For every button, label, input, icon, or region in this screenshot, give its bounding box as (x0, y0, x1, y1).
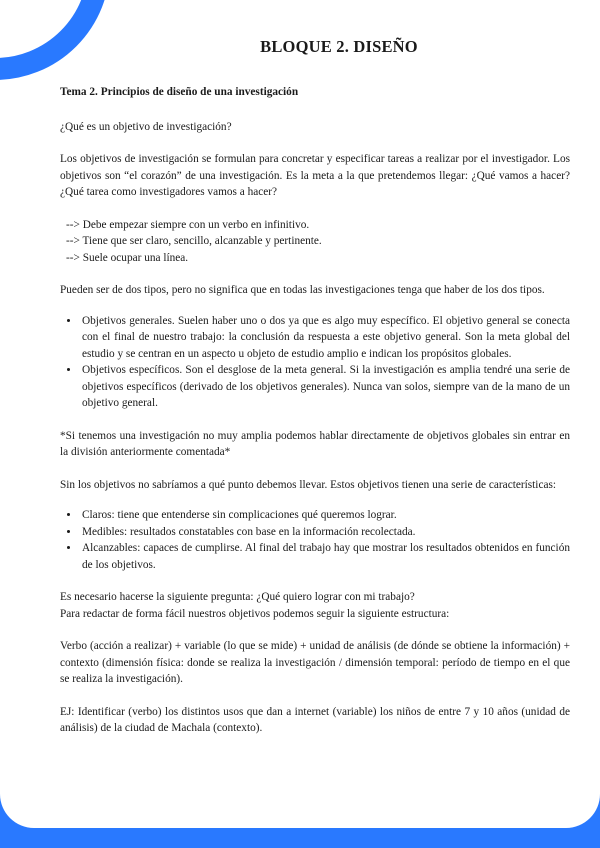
list-item-clear: • Claros: tiene que entenderse sin complicaciones qué queremos lograr. (80, 507, 570, 524)
characteristics-list (60, 507, 570, 573)
list-item-achievable: • Alcanzables: capaces de cumplirse. Al final del trabajo hay que mostrar los resultados obtenidos en función de los objetivos. (80, 540, 570, 573)
rules-list (66, 217, 570, 267)
document-body (60, 84, 570, 737)
types-intro-paragraph: Pueden ser de dos tipos, pero no significa que en todas las investigaciones tenga que haber de los dos tipos. (60, 284, 545, 296)
intro-paragraph: Los objetivos de investigación se formulan para concretar y especificar tareas a realizar por el investigador. Los objetivos son “el corazón” de una investigación. Es la meta a la que pretendemos llegar: ¿Qué vamos a hacer? ¿Qué tarea como investigadores vamos a hacer? (60, 153, 570, 198)
question-heading: ¿Qué es un objetivo de investigación? (60, 120, 232, 133)
page-title: BLOQUE 2. DISEÑO (260, 37, 418, 56)
rule-item: --> Suele ocupar una línea. (66, 251, 189, 264)
formula-paragraph: Verbo (acción a realizar) + variable (lo que se mide) + unidad de análisis (de dónde se obtiene la información) + contexto (dimensión física: donde se realiza la investigación / dimensión temporal: período de tiempo en el que se realiza la investigación). (60, 640, 570, 685)
list-item-specific-objectives: • Objetivos específicos. Son el desglose de la meta general. Si la investigación es amplia tendré una serie de objetivos específicos (derivado de los objetivos generales). Nunca van solos, siempre van de la mano de un objetivo general. (80, 362, 570, 412)
list-item-general-objectives: • Objetivos generales. Suelen haber uno o dos ya que es algo muy específico. El objetivo general se conecta con el final de nuestro trabajo: la conclusión da respuesta a este objetivo general. Son la meta global del estudio y se centran en un aspecto u objeto de estudio amplio e indican los propósitos globales. (80, 313, 570, 363)
characteristics-intro-paragraph: Sin los objetivos no sabríamos a qué punto debemos llevar. Estos objetivos tienen una serie de características: (60, 478, 557, 491)
note-paragraph: *Si tenemos una investigación no muy amplia podemos hablar directamente de objetivos globales sin entrar en la división anteriormente comentada* (60, 429, 570, 458)
list-item-measurable: • Medibles: resultados constatables con base en la información recolectada. (80, 524, 570, 541)
section-subtitle: Tema 2. Principios de diseño de una investigación (60, 86, 299, 98)
rule-item: --> Debe empezar siempre con un verbo en infinitivo. (66, 218, 310, 231)
objective-types-list (60, 313, 570, 412)
rule-item: --> Tiene que ser claro, sencillo, alcanzable y pertinente. (66, 235, 322, 247)
question-paragraph: Es necesario hacerse la siguiente pregunta: ¿Qué quiero lograr con mi trabajo? (60, 591, 415, 603)
example-paragraph: EJ: Identificar (verbo) los distintos usos que dan a internet (variable) los niños de entre 7 y 10 años (unidad de análisis) de la ciudad de Machala (contexto). (60, 705, 570, 734)
structure-intro-paragraph: Para redactar de forma fácil nuestros objetivos podemos seguir la siguiente estructura: (60, 607, 450, 620)
